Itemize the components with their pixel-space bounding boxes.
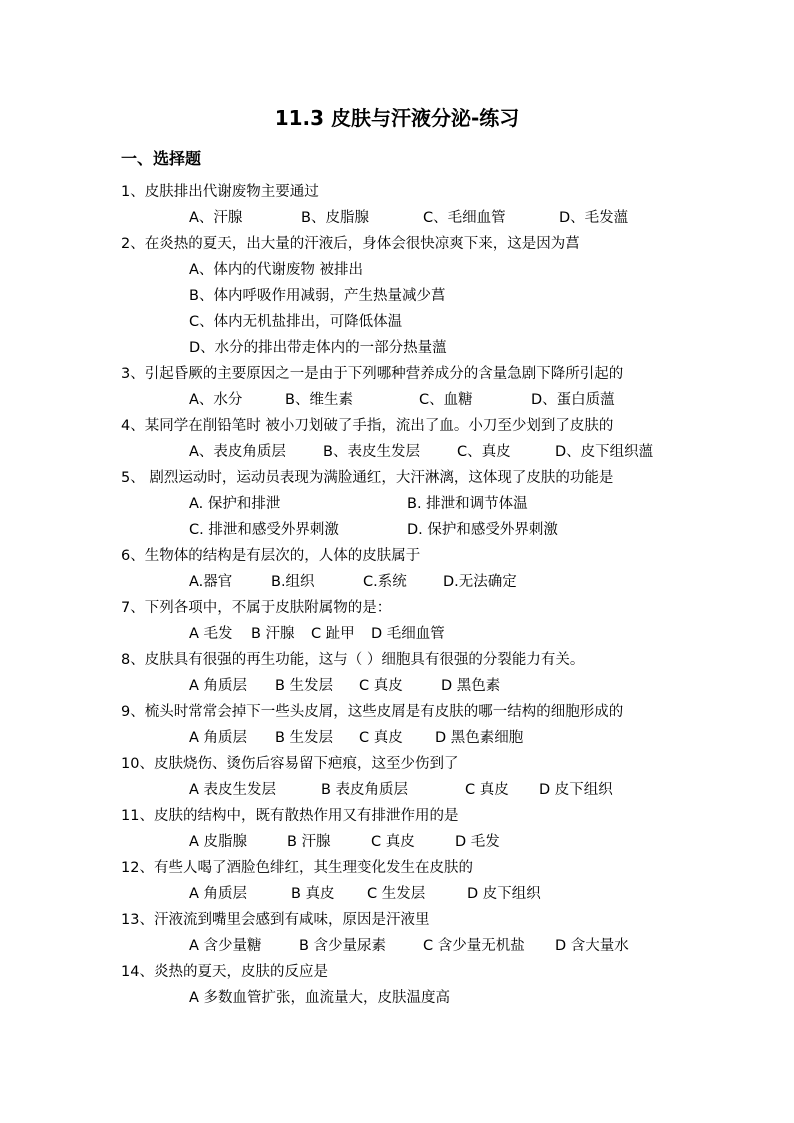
option-row [189, 621, 445, 647]
option: C、血糖 [419, 392, 473, 408]
option-row [189, 387, 615, 413]
option: A. 保护和排泄 [189, 496, 281, 512]
option: A 角质层 [189, 730, 248, 746]
question-stem: 6、生物体的结构是有层次的，人体的皮肤属于 [121, 548, 421, 564]
option: B 表皮角质层 [321, 782, 409, 798]
question-stem: 2、在炎热的夏天，出大量的汗液后，身体会很快凉爽下来，这是因为菖 [121, 236, 580, 252]
option: A 皮脂腺 [189, 834, 248, 850]
option: D.无法确定 [443, 574, 517, 590]
option: D 含大量水 [555, 938, 629, 954]
section-heading: 一、选择题 [121, 149, 202, 168]
question-stem: 3、引起昏厥的主要原因之一是由于下列哪种营养成分的含量急剧下降所引起的 [121, 366, 624, 382]
option: D、蛋白质薀 [531, 392, 615, 408]
option: C 趾甲 [311, 626, 355, 642]
option-row [189, 309, 402, 335]
option: C、体内无机盐排出，可降低体温 [189, 314, 403, 330]
question-stem: 11、皮肤的结构中，既有散热作用又有排泄作用的是 [121, 808, 459, 824]
option-row [189, 829, 500, 855]
question-stem: 12、有些人喝了酒脸色绯红，其生理变化发生在皮肤的 [121, 860, 473, 876]
option: A 角质层 [189, 886, 248, 902]
option-row [189, 335, 447, 361]
option-row [189, 283, 445, 309]
question-stem: 10、皮肤烧伤、烫伤后容易留下疤痕，这至少伤到了 [121, 756, 459, 772]
option-row [189, 985, 450, 1011]
question-stem: 1、皮肤排出代谢废物主要通过 [121, 184, 319, 200]
option: C 真皮 [371, 834, 415, 850]
option: A 多数血管扩张，血流量大，皮肤温度高 [189, 990, 451, 1006]
option: A、水分 [189, 392, 243, 408]
option: B 汗腺 [251, 626, 295, 642]
option: A 角质层 [189, 678, 248, 694]
option-row [189, 777, 613, 803]
question-stem: 9、梳头时常常会掉下一些头皮屑，这些皮屑是有皮肤的哪一结构的细胞形成的 [121, 704, 624, 720]
option-row [189, 881, 541, 907]
option: D、皮下组织薀 [555, 444, 654, 460]
question-stem: 14、炎热的夏天，皮肤的反应是 [121, 964, 328, 980]
option: B、皮脂腺 [301, 210, 369, 226]
option: D 皮下组织 [467, 886, 541, 902]
option: B 生发层 [275, 730, 334, 746]
option-row [189, 257, 363, 283]
option: B、体内呼吸作用减弱，产生热量减少菖 [189, 288, 446, 304]
option: A、体内的代谢废物 被排出 [189, 262, 364, 278]
option: A 含少量糖 [189, 938, 262, 954]
option: B 真皮 [291, 886, 335, 902]
option: D 皮下组织 [539, 782, 613, 798]
page-title: 11.3 皮肤与汗液分泌-练习 [274, 106, 520, 130]
option: D. 保护和感受外界刺激 [407, 522, 558, 538]
option-row [189, 205, 628, 231]
option-row [189, 491, 528, 517]
question-stem: 8、皮肤具有很强的再生功能，这与（ ）细胞具有很强的分裂能力有关。 [121, 652, 585, 668]
option: C 真皮 [359, 730, 403, 746]
option: A 毛发 [189, 626, 233, 642]
option: C 真皮 [359, 678, 403, 694]
option: C 真皮 [465, 782, 509, 798]
question-stem: 13、汗液流到嘴里会感到有咸味，原因是汗液里 [121, 912, 430, 928]
question-stem: 7、下列各项中，不属于皮肤附属物的是： [121, 600, 392, 616]
question-stem: 4、某同学在削铅笔时 被小刀划破了手指，流出了血。小刀至少划到了皮肤的 [121, 418, 614, 434]
option: B 生发层 [275, 678, 334, 694]
option: D、毛发薀 [559, 210, 629, 226]
option: D 黑色素 [441, 678, 501, 694]
option: D 毛细血管 [371, 626, 445, 642]
option: B. 排泄和调节体温 [407, 496, 528, 512]
option: B、表皮生发层 [323, 444, 420, 460]
option: C. 排泄和感受外界刺激 [189, 522, 339, 538]
option: A 表皮生发层 [189, 782, 277, 798]
option: B 含少量尿素 [299, 938, 387, 954]
option-row [189, 569, 517, 595]
option: C 含少量无机盐 [423, 938, 525, 954]
option: D 毛发 [455, 834, 500, 850]
option: A.器官 [189, 574, 233, 590]
option-row [189, 517, 558, 543]
option-row [189, 933, 629, 959]
option: B、维生素 [285, 392, 353, 408]
option: D、水分的排出带走体内的一部分热量薀 [189, 340, 447, 356]
option-row [189, 673, 500, 699]
option-row [189, 725, 523, 751]
option: C 生发层 [367, 886, 426, 902]
option: A、汗腺 [189, 210, 243, 226]
option: D 黑色素细胞 [435, 730, 524, 746]
option: C、毛细血管 [423, 210, 506, 226]
option: A、表皮角质层 [189, 444, 286, 460]
option-row [189, 439, 653, 465]
option: B.组织 [271, 574, 315, 590]
option: B 汗腺 [287, 834, 331, 850]
question-stem: 5、 剧烈运动时，运动员表现为满脸通红，大汗淋漓，这体现了皮肤的功能是 [121, 470, 614, 486]
option: C、真皮 [457, 444, 511, 460]
option: C.系统 [363, 574, 407, 590]
